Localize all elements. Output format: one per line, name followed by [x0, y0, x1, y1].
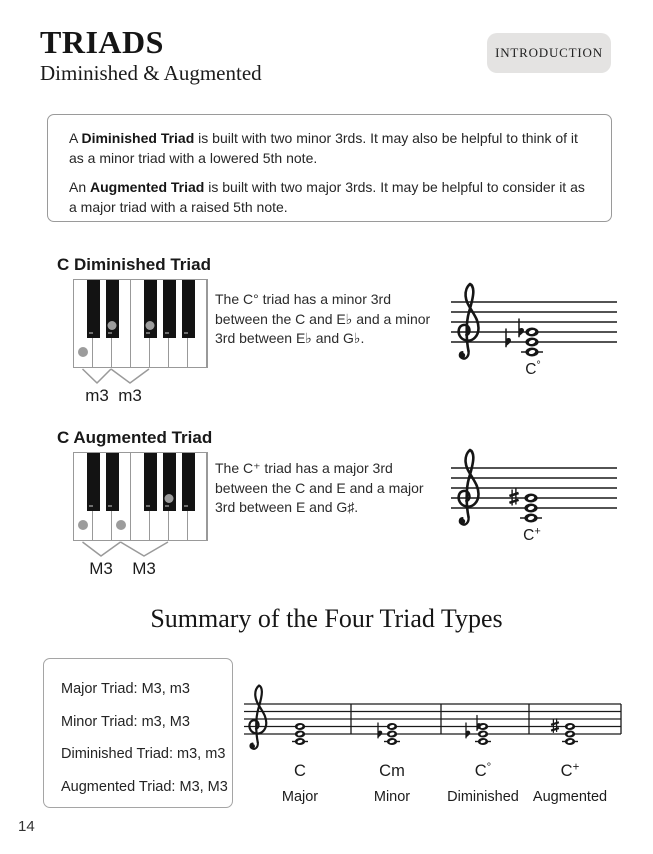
c-diminished-keyboard: [73, 279, 208, 408]
rule-minor: Minor Triad: m3, M3: [61, 713, 190, 730]
chord-symbol: Cm: [379, 762, 405, 780]
c-augmented-description: The C⁺ triad has a major 3rd between the C and E and a major 3rd between E and G♯.: [215, 460, 424, 515]
pressed-key-dot: [78, 347, 88, 357]
summary-staff: [238, 660, 635, 820]
chord-symbol: C°: [525, 359, 541, 378]
definition-rest: is built with two major 3rds. It may be helpful to consider it as a major triad with a raised 5th note.: [69, 179, 585, 215]
chord-type-label: Diminished: [447, 789, 519, 805]
c-augmented-staff: [443, 438, 621, 550]
page-subtitle: Diminished & Augmented: [40, 61, 262, 85]
key-Fsharp: [144, 453, 157, 511]
chord-symbol: C°: [474, 761, 492, 780]
chord-symbol: C+: [560, 761, 580, 780]
interval-labels: [73, 559, 208, 581]
summary-heading: Summary of the Four Triad Types: [150, 604, 503, 633]
interval-label: m3: [85, 386, 109, 405]
interval-label: M3: [89, 559, 113, 578]
key-Gsharp: [163, 453, 176, 511]
pressed-key-dot: [146, 321, 155, 330]
definition-lead: An: [69, 179, 91, 195]
c-augmented-heading: C Augmented Triad: [57, 428, 213, 447]
definition-term: Diminished Triad: [81, 130, 195, 146]
key-Csharp: [87, 453, 100, 511]
pressed-key-dot: [108, 321, 117, 330]
chord-type-label: Major: [281, 789, 319, 805]
keyboard-diagram: [73, 279, 208, 368]
definition-term: Augmented Triad: [90, 179, 205, 195]
rule-augmented: Augmented Triad: M3, M3: [61, 778, 228, 795]
key-Ab: [163, 280, 176, 338]
keyboard-diagram: [73, 452, 208, 541]
triad-rules-box: [43, 658, 233, 808]
definition-lead: A: [69, 130, 82, 146]
interval-label: M3: [132, 559, 156, 578]
pressed-key-dot: [116, 520, 126, 530]
key-Eb: [106, 280, 119, 338]
pressed-key-dot: [165, 494, 174, 503]
interval-brackets: [73, 368, 208, 386]
introduction-badge: INTRODUCTION: [487, 33, 611, 73]
key-Asharp: [182, 453, 195, 511]
page-title: TRIADS: [40, 24, 164, 60]
key-Gb: [144, 280, 157, 338]
c-diminished-heading: C Diminished Triad: [57, 255, 211, 274]
interval-brackets: [73, 541, 208, 559]
rule-diminished: Diminished Triad: m3, m3: [61, 746, 226, 762]
interval-label: m3: [118, 386, 142, 405]
c-augmented-keyboard: [73, 452, 208, 581]
diminished-definition: [69, 128, 593, 168]
key-Bb: [182, 280, 195, 338]
augmented-definition: [69, 177, 593, 217]
key-Db: [87, 280, 100, 338]
key-Dsharp: [106, 453, 119, 511]
pressed-key-dot: [78, 520, 88, 530]
interval-labels: [73, 386, 208, 408]
chord-type-label: Augmented: [532, 789, 608, 805]
page-number: 14: [18, 818, 35, 835]
definition-box: [47, 114, 612, 222]
chord-symbol: C: [294, 762, 306, 780]
c-diminished-staff: [443, 272, 621, 384]
chord-type-label: Minor: [373, 789, 411, 805]
rule-major: Major Triad: M3, m3: [61, 681, 190, 697]
chord-symbol: C+: [523, 525, 541, 544]
c-diminished-description: The C° triad has a minor 3rd between the C and E♭ and a minor 3rd between E♭ and G♭.: [215, 291, 431, 346]
definition-rest: is built with two minor 3rds. It may also be helpful to think of it as a minor triad with a lowered 5th note.: [69, 130, 578, 166]
